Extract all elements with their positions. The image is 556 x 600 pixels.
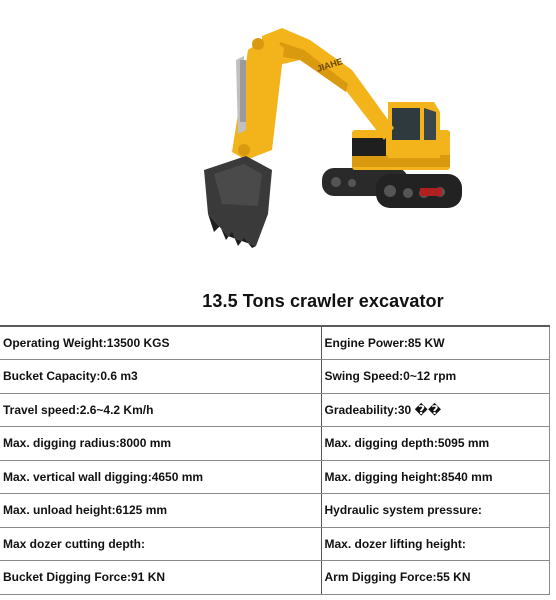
- excavator-tracks: [322, 168, 462, 208]
- spec-cell: Max. digging radius:8000 mm: [0, 427, 321, 461]
- spec-cell: Gradeability:30 ��: [321, 393, 549, 427]
- spec-cell: Max. dozer lifting height:: [321, 527, 549, 561]
- table-row: [0, 527, 549, 561]
- spec-cell: Travel speed:2.6~4.2 Km/h: [0, 393, 321, 427]
- spec-cell: Max. vertical wall digging:4650 mm: [0, 460, 321, 494]
- spec-cell: Bucket Capacity:0.6 m3: [0, 360, 321, 394]
- excavator-boom: [262, 28, 394, 140]
- spec-cell: Hydraulic system pressure:: [321, 494, 549, 528]
- spec-cell: Max. unload height:6125 mm: [0, 494, 321, 528]
- brand-label: JIAHE: [315, 56, 344, 74]
- spec-cell: Max. digging depth:5095 mm: [321, 427, 549, 461]
- excavator-photo: [0, 0, 556, 280]
- table-row: [0, 326, 549, 360]
- spec-cell: Arm Digging Force:55 KN: [321, 561, 549, 595]
- spec-cell: Engine Power:85 KW: [321, 326, 549, 360]
- table-row: [0, 561, 549, 595]
- table-row: [0, 427, 549, 461]
- spec-table: [0, 325, 550, 595]
- table-row: [0, 393, 549, 427]
- excavator-bucket: [204, 156, 272, 248]
- spec-cell: Bucket Digging Force:91 KN: [0, 561, 321, 595]
- spec-cell: Swing Speed:0~12 rpm: [321, 360, 549, 394]
- excavator-illustration: [0, 0, 556, 280]
- table-row: [0, 494, 549, 528]
- excavator-arm: [232, 36, 284, 160]
- product-title: 13.5 Tons crawler excavator: [202, 291, 444, 311]
- table-row: [0, 360, 549, 394]
- spec-cell: Operating Weight:13500 KGS: [0, 326, 321, 360]
- table-row: [0, 460, 549, 494]
- spec-cell: Max. digging height:8540 mm: [321, 460, 549, 494]
- spec-cell: Max dozer cutting depth:: [0, 527, 321, 561]
